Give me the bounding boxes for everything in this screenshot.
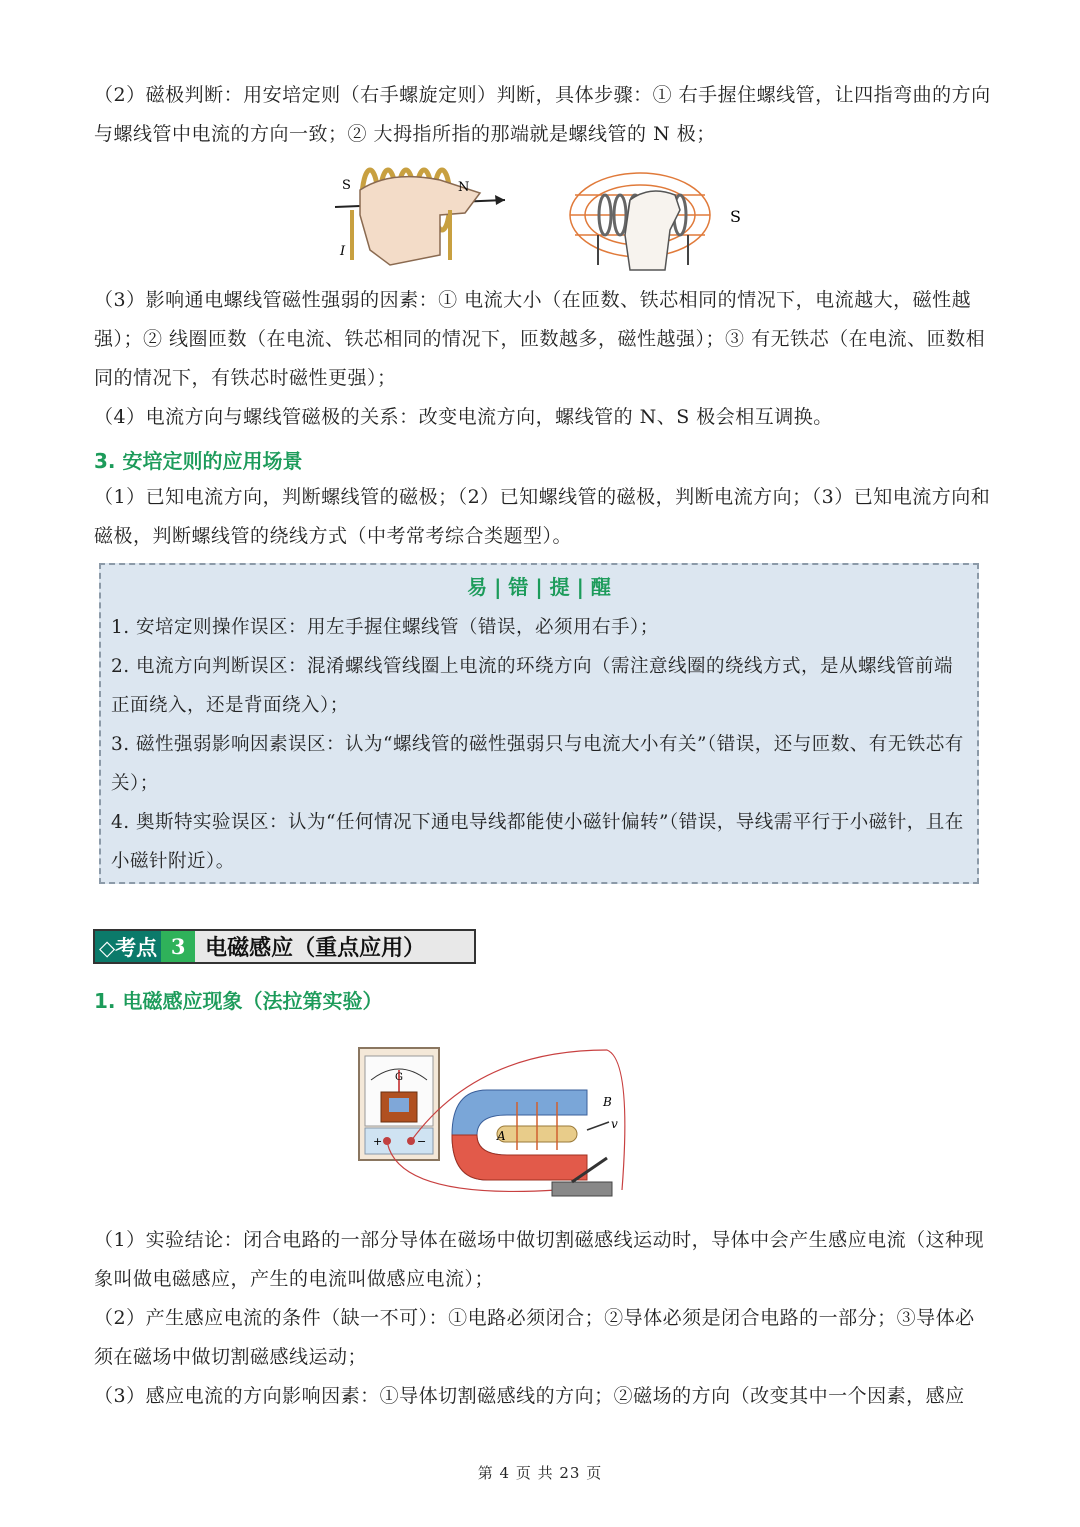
paragraph-em-conclusion: （1）实验结论：闭合电路的一部分导体在磁场中做切割磁感线运动时，导体中会产生感应电流（这种现象叫做电磁感应，产生的电流叫做感应电流）；: [94, 1229, 985, 1290]
heading-ampere-applications: 3. 安培定则的应用场景: [94, 449, 303, 473]
paragraph-pole-judgement: （2）磁极判断：用安培定则（右手螺旋定则）判断，具体步骤：① 右手握住螺线管，让四指弯曲的方向与螺线管中电流的方向一致；② 大拇指所指的那端就是螺线管的 N 极；: [94, 84, 991, 145]
paragraph-em-direction: （3）感应电流的方向影响因素：①导体切割磁感线的方向；②磁场的方向（改变其中一个因素，感应: [94, 1385, 965, 1407]
error-item-2: 2. 电流方向判断误区：混淆螺线管线圈上电流的环绕方向（需注意线圈的绕线方式，是从螺线管前端正面绕入，还是背面绕入）；: [111, 656, 954, 716]
label-s-right: S: [730, 207, 741, 226]
kaodian-banner: [93, 929, 476, 964]
kaodian-number: 3: [161, 931, 195, 962]
label-i-left: I: [340, 244, 346, 259]
paragraph-em-conditions: （2）产生感应电流的条件（缺一不可）：①电路必须闭合；②导体必须是闭合电路的一部分；③导体必须在磁场中做切割磁感线运动；: [94, 1307, 975, 1368]
paragraph-strength-factors: （3）影响通电螺线管磁性强弱的因素：① 电流大小（在匝数、铁芯相同的情况下，电流越大，磁性越强）；② 线圈匝数（在电流、铁芯相同的情况下，匝数越多，磁性越强）；③ 有无铁芯（在电流、匝数相同的情况下，有铁芯时磁性更强）；: [94, 289, 986, 389]
label-n-left: N: [458, 180, 470, 195]
error-reminder-box: [99, 563, 979, 884]
label-plus: +: [373, 1135, 383, 1148]
kaodian-title: 电磁感应（重点应用）: [205, 936, 426, 961]
error-reminder-title: 易 | 错 | 提 | 醒: [467, 575, 611, 599]
label-v: v: [611, 1117, 618, 1131]
kaodian-prefix: ◇考点: [95, 931, 161, 962]
page-footer: 第 4 页 共 23 页: [477, 1464, 603, 1482]
figure-right-hand-rule-solenoid: [330, 155, 770, 275]
paragraph-current-direction: （4）电流方向与螺线管磁极的关系：改变电流方向，螺线管的 N、S 极会相互调换。: [94, 406, 833, 428]
label-minus: −: [417, 1135, 427, 1148]
figure-faraday-experiment: [357, 1040, 637, 1200]
label-a: A: [497, 1129, 506, 1143]
label-s-left: S: [342, 178, 351, 193]
paragraph-applications: （1）已知电流方向，判断螺线管的磁极；（2）已知螺线管的磁极，判断电流方向；（3）已知电流方向和磁极，判断螺线管的绕线方式（中考常考综合类题型）。: [94, 486, 991, 547]
error-item-3: 3. 磁性强弱影响因素误区：认为“螺线管的磁性强弱只与电流大小有关”（错误，还与匝数、有无铁芯有关）；: [111, 734, 964, 794]
label-b: B: [603, 1095, 612, 1109]
heading-em-induction: 1. 电磁感应现象（法拉第实验）: [94, 989, 383, 1013]
error-item-1: 1. 安培定则操作误区：用左手握住螺线管（错误，必须用右手）；: [111, 617, 659, 638]
label-g: G: [395, 1072, 403, 1083]
error-item-4: 4. 奥斯特实验误区：认为“任何情况下通电导线都能使小磁针偏转”（错误，导线需平行于小磁针，且在小磁针附近）。: [111, 812, 964, 872]
